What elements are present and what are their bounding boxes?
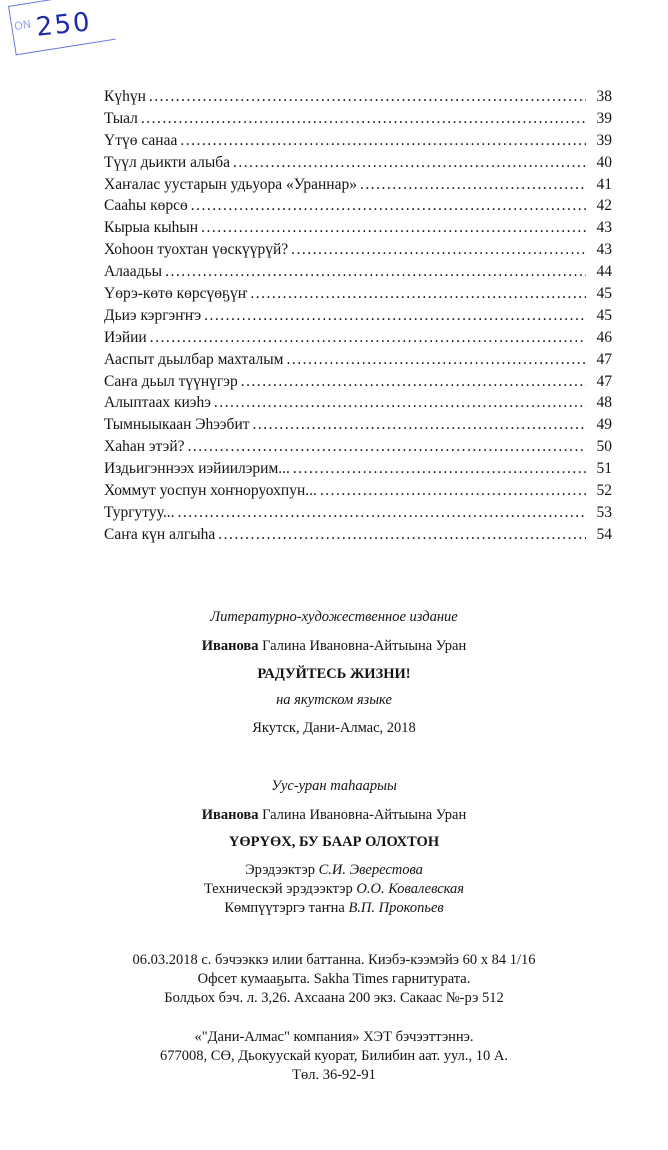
toc-entry-title: Дьиэ кэргэҥҥэ <box>104 306 202 324</box>
toc-entry-title: Хоммут уоспун хоҥноруохпун... <box>104 482 317 500</box>
author-ru <box>0 638 668 655</box>
print-info-line: Болдьох бэч. л. 3,26. Ахсаана 200 экз. Сакаас №-рэ 512 <box>164 990 504 1006</box>
toc-entry <box>104 88 612 110</box>
toc-entry-title: Иэйии <box>104 328 147 346</box>
toc-entry <box>104 154 612 176</box>
dot-leader <box>177 504 586 522</box>
dot-leader <box>214 394 586 412</box>
toc-entry-title: Күһүн <box>104 88 146 105</box>
table-of-contents <box>104 88 612 548</box>
toc-entry-page: 44 <box>596 263 612 281</box>
author-name: Галина Ивановна-Айтыына Уран <box>258 807 467 823</box>
author-surname: Иванова <box>201 638 259 654</box>
toc-entry-title: Үтүө санаа <box>104 131 178 149</box>
dot-leader <box>250 285 586 303</box>
dot-leader <box>253 416 586 434</box>
imprint-ru: Якутск, Дани-Алмас, 2018 <box>252 720 416 736</box>
author-name: Галина Ивановна-Айтыына Уран <box>258 638 467 654</box>
toc-entry-page: 41 <box>596 175 612 193</box>
dot-leader <box>188 438 586 456</box>
layout-line <box>0 900 668 917</box>
toc-entry <box>104 307 612 329</box>
toc-entry-page: 47 <box>596 372 612 390</box>
book-title-ru: РАДУЙТЕСЬ ЖИЗНИ! <box>257 666 411 682</box>
toc-entry-page: 45 <box>596 285 612 303</box>
toc-entry-title: Саҥа дьыл түүнүгэр <box>104 372 238 390</box>
toc-entry <box>104 285 612 307</box>
dot-leader <box>291 241 586 259</box>
toc-entry-page: 47 <box>596 350 612 368</box>
author-surname: Иванова <box>201 807 259 823</box>
toc-entry-page: 46 <box>596 328 612 346</box>
dot-leader <box>241 373 586 391</box>
dot-leader <box>150 329 586 347</box>
toc-entry-title: Үөрэ-көтө көрсүөҕүҥ <box>104 285 248 303</box>
toc-entry <box>104 394 612 416</box>
dot-leader <box>149 88 586 106</box>
print-info-line: 06.03.2018 с. бэчээккэ илии баттанна. Киэбэ-кээмэйэ 60 х 84 1/16 <box>132 952 536 968</box>
dot-leader <box>180 132 586 150</box>
toc-entry-title: Тургутуу... <box>104 503 175 521</box>
dot-leader <box>201 219 586 237</box>
layout-label: Көмпүүтэргэ таҥна <box>224 900 349 916</box>
toc-entry-title: Алыптаах киэһэ <box>104 394 211 412</box>
tech-editor-label: Техническэй эрэдээктэр <box>203 881 357 897</box>
publisher-line: 677008, СӨ, Дьокуускай куорат, Билибин аат. уул., 10 А. <box>160 1048 508 1064</box>
author-sakha <box>0 807 668 824</box>
language-note: на якутском языке <box>276 692 392 708</box>
print-info-line: Офсет кумааҕыта. Sakha Times гарнитурата. <box>197 971 471 987</box>
toc-entry <box>104 416 612 438</box>
dot-leader <box>218 526 586 544</box>
editor-name: С.И. Эверестова <box>318 862 423 878</box>
toc-entry <box>104 176 612 198</box>
toc-entry <box>104 241 612 263</box>
toc-entry <box>104 438 612 460</box>
tech-editor-name: О.О. Ковалевская <box>356 881 465 897</box>
toc-entry-page: 51 <box>596 460 612 478</box>
toc-entry <box>104 351 612 373</box>
toc-entry <box>104 482 612 504</box>
toc-entry-page: 45 <box>596 306 612 324</box>
toc-entry-title: Хаһан этэй? <box>104 438 185 456</box>
toc-entry <box>104 373 612 395</box>
toc-entry-title: Ааспыт дьылбар махталым <box>104 350 284 368</box>
stamp-faint-text: ON <box>13 17 33 34</box>
toc-entry <box>104 132 612 154</box>
toc-entry-page: 50 <box>596 438 612 456</box>
toc-entry-page: 38 <box>596 88 612 105</box>
editor-label: Эрэдээктэр <box>245 862 319 878</box>
dot-leader <box>191 197 586 215</box>
dot-leader <box>320 482 586 500</box>
toc-entry-title: Түүл дьикти алыба <box>104 153 231 171</box>
toc-entry <box>104 110 612 132</box>
toc-entry <box>104 197 612 219</box>
genre-sakha: Уус-уран таһаарыы <box>271 778 397 794</box>
dot-leader <box>293 460 586 478</box>
toc-entry-page: 39 <box>596 131 612 149</box>
toc-entry-title: Тымныыкаан Эһээбит <box>104 416 250 434</box>
toc-entry-title: Кырыа кыһын <box>104 219 199 237</box>
tech-editor-line <box>0 881 668 898</box>
toc-entry <box>104 329 612 351</box>
publisher-line: Төл. 36-92-91 <box>292 1067 376 1083</box>
toc-entry-title: Хаҥалас уустарын удьуора «Ураннар» <box>104 175 357 193</box>
layout-name: В.П. Прокопьев <box>348 900 444 916</box>
toc-entry-page: 54 <box>596 525 612 543</box>
book-title-sakha: ҮӨРҮӨХ, БУ БААР ОЛОХТОН <box>228 834 440 850</box>
toc-entry-page: 49 <box>596 416 612 434</box>
dot-leader <box>165 263 586 281</box>
dot-leader <box>360 176 586 194</box>
toc-entry-title: Саҥа күн алгыһа <box>104 525 216 543</box>
toc-entry <box>104 460 612 482</box>
toc-entry-page: 43 <box>596 241 612 259</box>
genre-ru: Литературно-художественное издание <box>210 609 458 625</box>
toc-entry-title: Алаадьы <box>104 263 163 281</box>
toc-entry-page: 39 <box>596 109 612 127</box>
handwritten-number: 250 <box>34 7 94 43</box>
toc-entry <box>104 219 612 241</box>
toc-entry-page: 43 <box>596 219 612 237</box>
toc-entry-page: 48 <box>596 394 612 412</box>
toc-entry <box>104 504 612 526</box>
toc-entry-page: 53 <box>596 503 612 521</box>
toc-entry-title: Тыал <box>104 109 138 127</box>
publisher-line: «"Дани-Алмас" компания» ХЭТ бэчээттэннэ. <box>194 1029 474 1045</box>
toc-entry-title: Хоһоон туохтан үөскүүрүй? <box>104 241 289 259</box>
dot-leader <box>141 110 586 128</box>
dot-leader <box>286 351 586 369</box>
toc-entry <box>104 526 612 548</box>
editor-line <box>0 862 668 879</box>
dot-leader <box>204 307 586 325</box>
toc-entry-title: Издьигэннээх иэйиилэрим... <box>104 460 290 478</box>
dot-leader <box>233 154 586 172</box>
toc-entry-page: 42 <box>596 197 612 215</box>
toc-entry-page: 40 <box>596 153 612 171</box>
toc-entry-page: 52 <box>596 482 612 500</box>
toc-entry-title: Сааһы көрсө <box>104 197 188 215</box>
toc-entry <box>104 263 612 285</box>
